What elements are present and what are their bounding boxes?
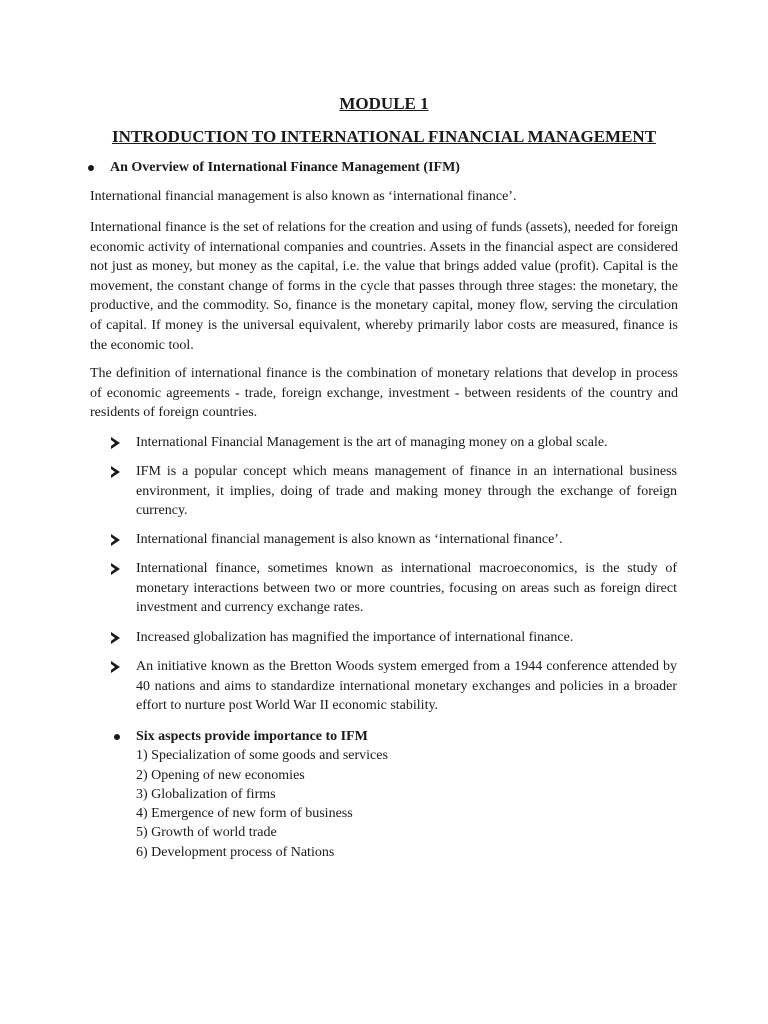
page-title: INTRODUCTION TO INTERNATIONAL FINANCIAL MANAGEMENT — [111, 127, 657, 146]
arrow-bullet-icon — [111, 661, 120, 673]
overview-heading-text: An Overview of International Finance Management (IFM) — [110, 160, 460, 175]
point-text: International finance, sometimes known as international macroeconomics, is the study of monetary interactions between two or more countries, focusing on areas such as foreign direct investment and currency exchange rates. — [136, 561, 677, 616]
aspects-section — [136, 727, 388, 862]
point-item — [136, 559, 677, 618]
point-item — [136, 628, 677, 648]
bullet-icon — [114, 734, 120, 740]
list-item: 4) Emergence of new form of business — [136, 806, 353, 822]
point-item — [136, 462, 677, 521]
point-text: International Financial Management is the art of managing money on a global scale. — [136, 435, 608, 450]
arrow-bullet-icon — [111, 466, 120, 478]
point-text: An initiative known as the Bretton Woods system emerged from a 1944 conference attended by 40 nations and aims to standardize international monetary exchanges and policies in a broader effort to nurture post World War II economic stability. — [136, 659, 677, 714]
point-item — [136, 657, 677, 716]
point-text: International financial management is also known as ‘international finance’. — [136, 532, 563, 547]
list-item: 1) Specialization of some goods and services — [136, 748, 388, 764]
point-text: Increased globalization has magnified the importance of international finance. — [136, 630, 574, 645]
arrow-bullet-icon — [111, 534, 120, 546]
arrow-bullet-icon — [111, 437, 120, 449]
point-item — [136, 433, 677, 453]
list-item: 3) Globalization of firms — [136, 786, 276, 802]
paragraph-1: International financial management is also known as ‘international finance’. — [90, 189, 517, 204]
module-title: MODULE 1 — [339, 94, 429, 113]
point-item — [136, 530, 677, 550]
list-item: 6) Development process of Nations — [136, 844, 335, 860]
paragraph-2: International finance is the set of relations for the creation and using of funds (assets), needed for foreign economic activity of international companies and countries. Assets in the financial aspect are considered not just as money, but money as the capital, i.e. the value that brings added value (profit). Capital is the movement, the constant change of forms in the cycle that passes through three stages: the monetary, the productive, and the commodity. So, finance is the monetary capital, money flow, serving the circulation of capital. If money is the universal equivalent, whereby primarily labor costs are measured, finance is the economic tool. — [90, 220, 678, 353]
arrow-bullet-icon — [111, 563, 120, 575]
aspects-heading — [136, 727, 388, 746]
list-item: 5) Growth of world trade — [136, 825, 277, 841]
arrow-bullet-icon — [111, 632, 120, 644]
aspects-list — [136, 746, 388, 862]
point-text: IFM is a popular concept which means management of finance in an international business environment, it implies, doing of trade and making money through the exchange of foreign currency. — [136, 464, 677, 519]
paragraph-3: The definition of international finance is the combination of monetary relations that develop in process of economic agreements - trade, foreign exchange, investment - between residents of the country and residents of foreign countries. — [90, 366, 678, 421]
aspects-heading-text: Six aspects provide importance to IFM — [136, 729, 368, 744]
bullet-icon — [88, 165, 94, 171]
overview-heading — [110, 158, 460, 178]
list-item: 2) Opening of new economies — [136, 767, 305, 783]
